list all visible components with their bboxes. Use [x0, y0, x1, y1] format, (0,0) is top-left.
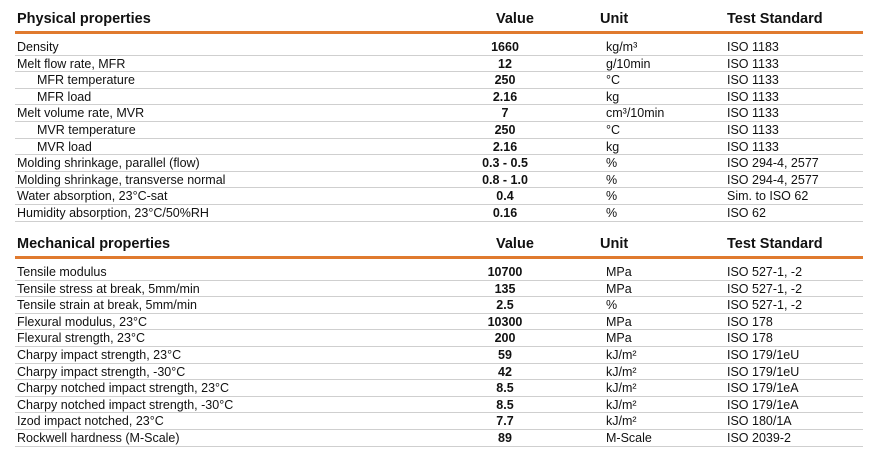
table-row	[15, 330, 863, 347]
property-value: 42	[498, 364, 512, 379]
table-row	[15, 397, 863, 414]
table-row	[15, 297, 863, 314]
table-row	[15, 188, 863, 205]
property-value: 7.7	[496, 414, 514, 429]
property-standard: ISO 179/1eU	[727, 364, 800, 379]
property-unit: °C	[606, 122, 621, 137]
property-name: Flexural modulus, 23°C	[17, 314, 148, 329]
property-standard: ISO 179/1eU	[727, 347, 800, 362]
property-standard: ISO 2039-2	[727, 430, 791, 445]
property-unit: MPa	[606, 265, 632, 279]
property-unit: M-Scale	[606, 430, 652, 445]
property-value: 10700	[487, 265, 523, 279]
property-unit: g/10min	[606, 56, 651, 71]
property-standard: ISO 1133	[727, 106, 779, 121]
property-value: 250	[494, 73, 516, 88]
table-row	[15, 122, 863, 139]
property-name: MFR temperature	[37, 73, 135, 88]
table-row	[15, 39, 863, 56]
property-name: MVR load	[37, 139, 92, 154]
property-unit: MPa	[606, 281, 632, 296]
property-name: Tensile strain at break, 5mm/min	[17, 298, 197, 313]
property-value: 0.8 - 1.0	[482, 172, 528, 187]
property-value: 2.16	[492, 89, 518, 104]
property-name: Tensile modulus	[17, 265, 107, 279]
property-unit: kg	[606, 89, 620, 104]
table-row	[15, 72, 863, 89]
property-value: 1660	[491, 40, 519, 54]
property-value: 2.5	[496, 298, 514, 313]
property-value: 12	[498, 56, 512, 71]
table-row	[15, 264, 863, 281]
property-name: Rockwell hardness (M-Scale)	[17, 430, 180, 445]
property-value: 0.16	[492, 205, 518, 220]
property-name: Molding shrinkage, parallel (flow)	[17, 156, 200, 171]
property-value: 10300	[487, 314, 523, 329]
mechanical-properties-header	[15, 234, 863, 259]
property-value: 2.16	[492, 139, 518, 154]
property-name: Tensile stress at break, 5mm/min	[17, 281, 200, 296]
property-value: 0.3 - 0.5	[482, 156, 528, 171]
property-unit: kJ/m²	[606, 347, 637, 362]
property-unit: MPa	[606, 331, 632, 346]
table-row	[15, 281, 863, 298]
physical-properties-table	[15, 9, 863, 222]
property-name: Density	[17, 40, 59, 54]
property-value: 0.4	[496, 189, 514, 204]
property-unit: kg	[606, 139, 620, 154]
property-name: Charpy notched impact strength, -30°C	[17, 397, 234, 412]
property-name: Charpy impact strength, -30°C	[17, 364, 186, 379]
property-name: Melt volume rate, MVR	[17, 106, 145, 121]
property-standard: ISO 527-1, -2	[727, 265, 803, 279]
property-standard: ISO 1133	[727, 122, 779, 137]
property-standard: ISO 294-4, 2577	[727, 172, 819, 187]
property-unit: kJ/m²	[606, 364, 637, 379]
property-name: MVR temperature	[37, 122, 136, 137]
table-row	[15, 347, 863, 364]
table-row	[15, 105, 863, 122]
property-name: Humidity absorption, 23°C/50%RH	[17, 205, 209, 220]
property-name: Flexural strength, 23°C	[17, 331, 145, 346]
unit-column-header: Unit	[600, 236, 629, 252]
property-unit: kJ/m²	[606, 381, 637, 396]
property-value: 89	[498, 430, 512, 445]
property-unit: %	[606, 172, 618, 187]
property-standard: ISO 1133	[727, 56, 779, 71]
property-unit: %	[606, 298, 618, 313]
table-row	[15, 172, 863, 189]
value-column-header: Value	[496, 236, 534, 252]
property-value: 7	[501, 106, 509, 121]
table-row	[15, 314, 863, 331]
mechanical-properties-rows	[15, 264, 863, 447]
table-row	[15, 413, 863, 430]
property-unit: °C	[606, 73, 621, 88]
property-standard: ISO 1133	[727, 73, 779, 88]
standard-column-header: Test Standard	[727, 11, 823, 27]
property-standard: ISO 178	[727, 314, 773, 329]
property-standard: ISO 62	[727, 205, 766, 220]
value-column-header: Value	[496, 11, 534, 27]
property-unit: %	[606, 189, 618, 204]
table-row	[15, 155, 863, 172]
physical-properties-header	[15, 9, 863, 34]
property-unit: %	[606, 156, 618, 171]
property-standard: ISO 179/1eA	[727, 397, 799, 412]
property-name: Charpy notched impact strength, 23°C	[17, 381, 230, 396]
property-name: Molding shrinkage, transverse normal	[17, 172, 226, 187]
property-name: Izod impact notched, 23°C	[17, 414, 164, 429]
property-value: 59	[498, 347, 512, 362]
property-unit: kJ/m²	[606, 414, 637, 429]
property-standard: Sim. to ISO 62	[727, 189, 809, 204]
table-row	[15, 56, 863, 73]
property-standard: ISO 527-1, -2	[727, 281, 803, 296]
table-row	[15, 139, 863, 156]
property-value: 135	[494, 281, 516, 296]
table-row	[15, 364, 863, 381]
property-standard: ISO 178	[727, 331, 773, 346]
property-standard: ISO 527-1, -2	[727, 298, 803, 313]
property-unit: kJ/m²	[606, 397, 637, 412]
physical-properties-rows	[15, 39, 863, 222]
property-standard: ISO 179/1eA	[727, 381, 799, 396]
property-name: MFR load	[37, 89, 92, 104]
property-standard: ISO 180/1A	[727, 414, 792, 429]
property-unit: MPa	[606, 314, 632, 329]
property-value: 8.5	[496, 381, 514, 396]
property-name: Water absorption, 23°C-sat	[17, 189, 168, 204]
property-unit: cm³/10min	[606, 106, 665, 121]
property-value: 8.5	[496, 397, 514, 412]
property-standard: ISO 294-4, 2577	[727, 156, 819, 171]
property-value: 250	[494, 122, 516, 137]
property-standard: ISO 1133	[727, 139, 779, 154]
property-standard: ISO 1183	[727, 40, 779, 54]
table-row	[15, 89, 863, 106]
mechanical-properties-table	[15, 234, 863, 447]
table-row	[15, 205, 863, 222]
property-unit: %	[606, 205, 618, 220]
section-title: Mechanical properties	[17, 236, 171, 252]
property-standard: ISO 1133	[727, 89, 779, 104]
section-title: Physical properties	[17, 11, 151, 27]
property-name: Charpy impact strength, 23°C	[17, 347, 182, 362]
unit-column-header: Unit	[600, 11, 629, 27]
standard-column-header: Test Standard	[727, 236, 823, 252]
property-value: 200	[494, 331, 516, 346]
table-row	[15, 380, 863, 397]
property-unit: kg/m³	[606, 40, 638, 54]
table-row	[15, 430, 863, 447]
property-name: Melt flow rate, MFR	[17, 56, 126, 71]
